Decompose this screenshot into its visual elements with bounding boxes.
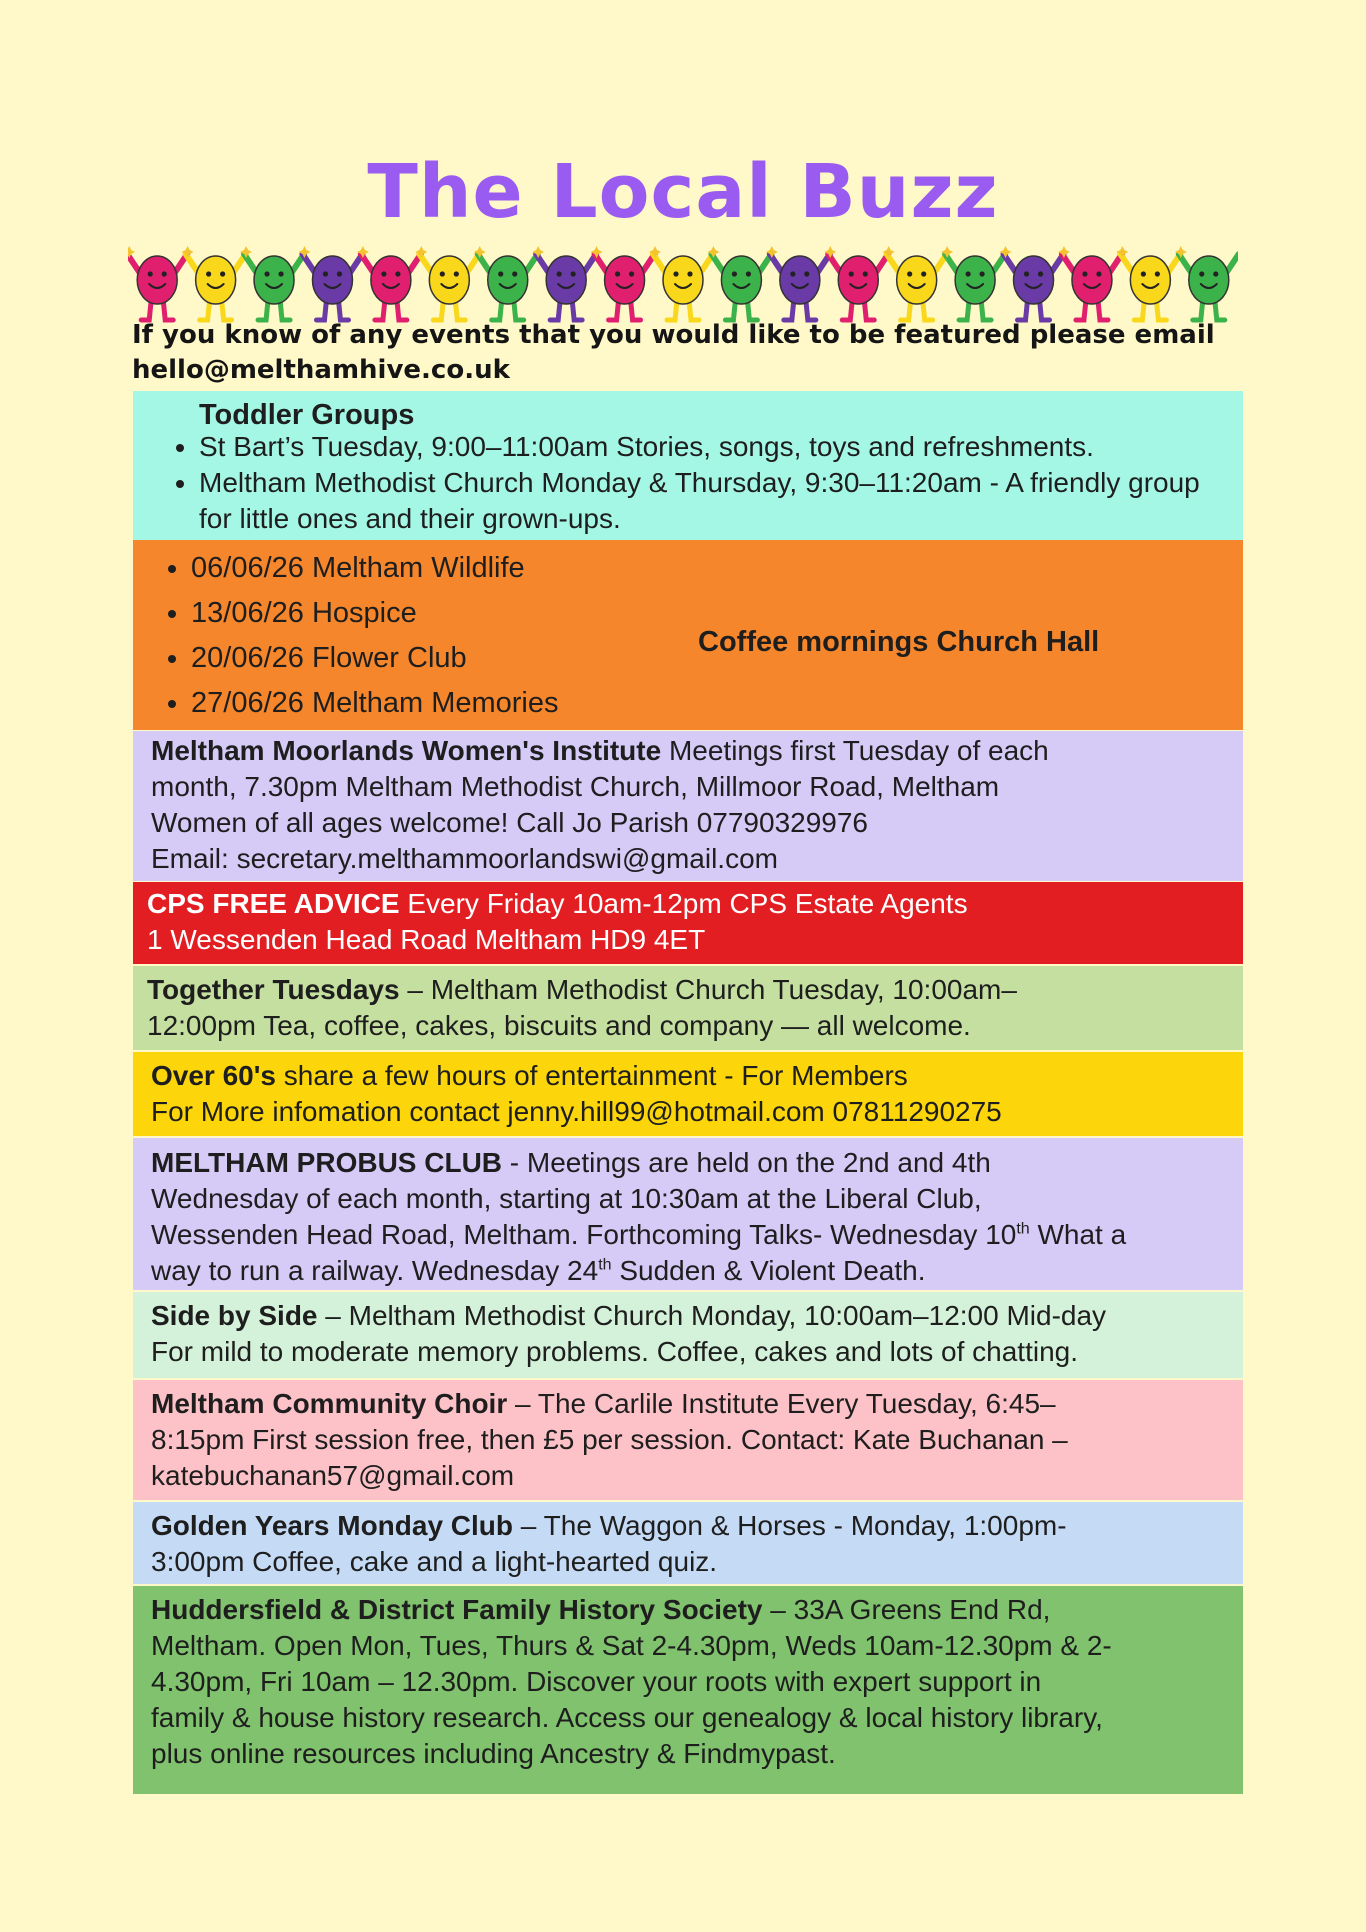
- section-name: Meltham Moorlands Women's Institute: [151, 735, 662, 766]
- mascot-figure: [240, 246, 304, 320]
- section-community-choir: [133, 1380, 1243, 1500]
- section-over-60s: [133, 1052, 1243, 1136]
- section-name: Golden Years Monday Club: [151, 1510, 514, 1541]
- page-title: The Local Buzz: [367, 149, 999, 235]
- list-item: • 13/06/26 Hospice: [191, 591, 1223, 636]
- section-text: share a few hours of entertainment - For Members: [275, 1060, 908, 1091]
- section-text: Sudden & Violent Death.: [611, 1255, 926, 1286]
- section-text: month, 7.30pm Meltham Methodist Church, Millmoor Road, Meltham: [151, 771, 1000, 802]
- section-email[interactable]: Email: secretary.melthammoorlandswi@gmail.com: [151, 843, 778, 874]
- list-item: • 20/06/26 Flower Club: [191, 636, 1223, 681]
- section-name: MELTHAM PROBUS CLUB: [151, 1147, 503, 1178]
- ordinal-suffix: th: [598, 1256, 612, 1274]
- mascot-figure: [766, 246, 830, 320]
- mascot-figure: [415, 246, 479, 320]
- list-item: • Meltham Methodist Church Monday & Thursday, 9:30–11:20am - A friendly group for little ones and their grown-ups.: [199, 465, 1213, 537]
- intro-email[interactable]: hello@melthamhive.co.uk: [132, 355, 510, 385]
- section-family-history-society: [133, 1586, 1243, 1794]
- mascot-figure: [532, 246, 596, 320]
- section-text: – Meltham Methodist Church Monday, 10:00am–12:00 Mid-day: [317, 1300, 1107, 1331]
- mascot-figure: [128, 246, 187, 320]
- section-text: Wessenden Head Road, Meltham. Forthcoming Talks- Wednesday 10: [151, 1219, 1017, 1250]
- mascot-figure: [298, 246, 362, 320]
- section-womens-institute: [133, 731, 1243, 881]
- mascot-figure: [182, 246, 246, 320]
- section-email[interactable]: katebuchanan57@gmail.com: [151, 1460, 515, 1491]
- section-text: 4.30pm, Fri 10am – 12.30pm. Discover your roots with expert support in: [151, 1666, 1042, 1697]
- mascot-figure: [1116, 246, 1180, 320]
- list-item: • 27/06/26 Meltham Memories: [191, 681, 1223, 726]
- section-text: – The Waggon & Horses - Monday, 1:00pm-: [513, 1510, 1067, 1541]
- mascot-figure: [883, 246, 947, 320]
- section-text: Meetings first Tuesday of each: [661, 735, 1049, 766]
- section-golden-years: [133, 1502, 1243, 1584]
- intro-line: If you know of any events that you would like to be featured please email: [132, 320, 1215, 350]
- section-text: 12:00pm Tea, coffee, cakes, biscuits and company — all welcome.: [147, 1010, 971, 1041]
- mascot-figure: [357, 246, 421, 320]
- section-text: family & house history research. Access our genealogy & local history library,: [151, 1702, 1103, 1733]
- section-text: Every Friday 10am-12pm CPS Estate Agents: [399, 888, 968, 919]
- mascot-figure: [474, 246, 538, 320]
- section-name: Over 60's: [151, 1060, 276, 1091]
- section-text: 3:00pm Coffee, cake and a light-hearted quiz.: [151, 1546, 718, 1577]
- coffee-label: Coffee mornings Church Hall: [698, 626, 1100, 658]
- section-contact[interactable]: For More infomation contact jenny.hill99@hotmail.com 07811290275: [151, 1096, 1002, 1127]
- section-name: Together Tuesdays: [147, 974, 400, 1005]
- mascot-figure: [1175, 246, 1238, 320]
- intro-text: [132, 318, 1262, 388]
- section-name: Side by Side: [151, 1300, 318, 1331]
- section-heading: Toddler Groups: [199, 399, 415, 431]
- section-toddler-groups: [133, 391, 1243, 540]
- section-text: 1 Wessenden Head Road Meltham HD9 4ET: [147, 924, 706, 955]
- section-side-by-side: [133, 1292, 1243, 1378]
- section-text: – 33A Greens End Rd,: [762, 1594, 1051, 1625]
- list-item: • 06/06/26 Meltham Wildlife: [191, 546, 1223, 591]
- section-text: – The Carlile Institute Every Tuesday, 6:45–: [507, 1388, 1056, 1419]
- mascot-figure: [1000, 246, 1064, 320]
- mascot-figure: [649, 246, 713, 320]
- mascot-figure: [824, 246, 888, 320]
- section-probus-club: [133, 1138, 1243, 1290]
- mascot-figure: [941, 246, 1005, 320]
- ordinal-suffix: th: [1016, 1220, 1030, 1238]
- section-text: What a: [1029, 1219, 1127, 1250]
- mascot-figure: [707, 246, 771, 320]
- section-name: Huddersfield & District Family History Society: [151, 1594, 763, 1625]
- section-text: For mild to moderate memory problems. Coffee, cakes and lots of chatting.: [151, 1336, 1079, 1367]
- section-name: Meltham Community Choir: [151, 1388, 508, 1419]
- section-cps-free-advice: [133, 882, 1243, 964]
- mascot-figure: [1058, 246, 1122, 320]
- section-text: - Meetings are held on the 2nd and 4th: [502, 1147, 991, 1178]
- toddler-list: [163, 429, 1213, 537]
- section-together-tuesdays: [133, 966, 1243, 1050]
- section-text: way to run a railway. Wednesday 24: [151, 1255, 599, 1286]
- section-text: Meltham. Open Mon, Tues, Thurs & Sat 2-4.30pm, Weds 10am-12.30pm & 2-: [151, 1630, 1112, 1661]
- mascot-figure: [591, 246, 655, 320]
- section-text: Women of all ages welcome! Call Jo Parish 07790329976: [151, 807, 869, 838]
- section-text: Wednesday of each month, starting at 10:30am at the Liberal Club,: [151, 1183, 982, 1214]
- section-text: – Meltham Methodist Church Tuesday, 10:00am–: [399, 974, 1017, 1005]
- section-text: 8:15pm First session free, then £5 per session. Contact: Kate Buchanan –: [151, 1424, 1068, 1455]
- section-text: plus online resources including Ancestry & Findmypast.: [151, 1738, 836, 1769]
- section-coffee-mornings: [133, 540, 1243, 730]
- mascot-border-illustration: [128, 240, 1238, 324]
- section-name: CPS FREE ADVICE: [147, 888, 400, 919]
- list-item: • St Bart’s Tuesday, 9:00–11:00am Stories, songs, toys and refreshments.: [199, 429, 1213, 465]
